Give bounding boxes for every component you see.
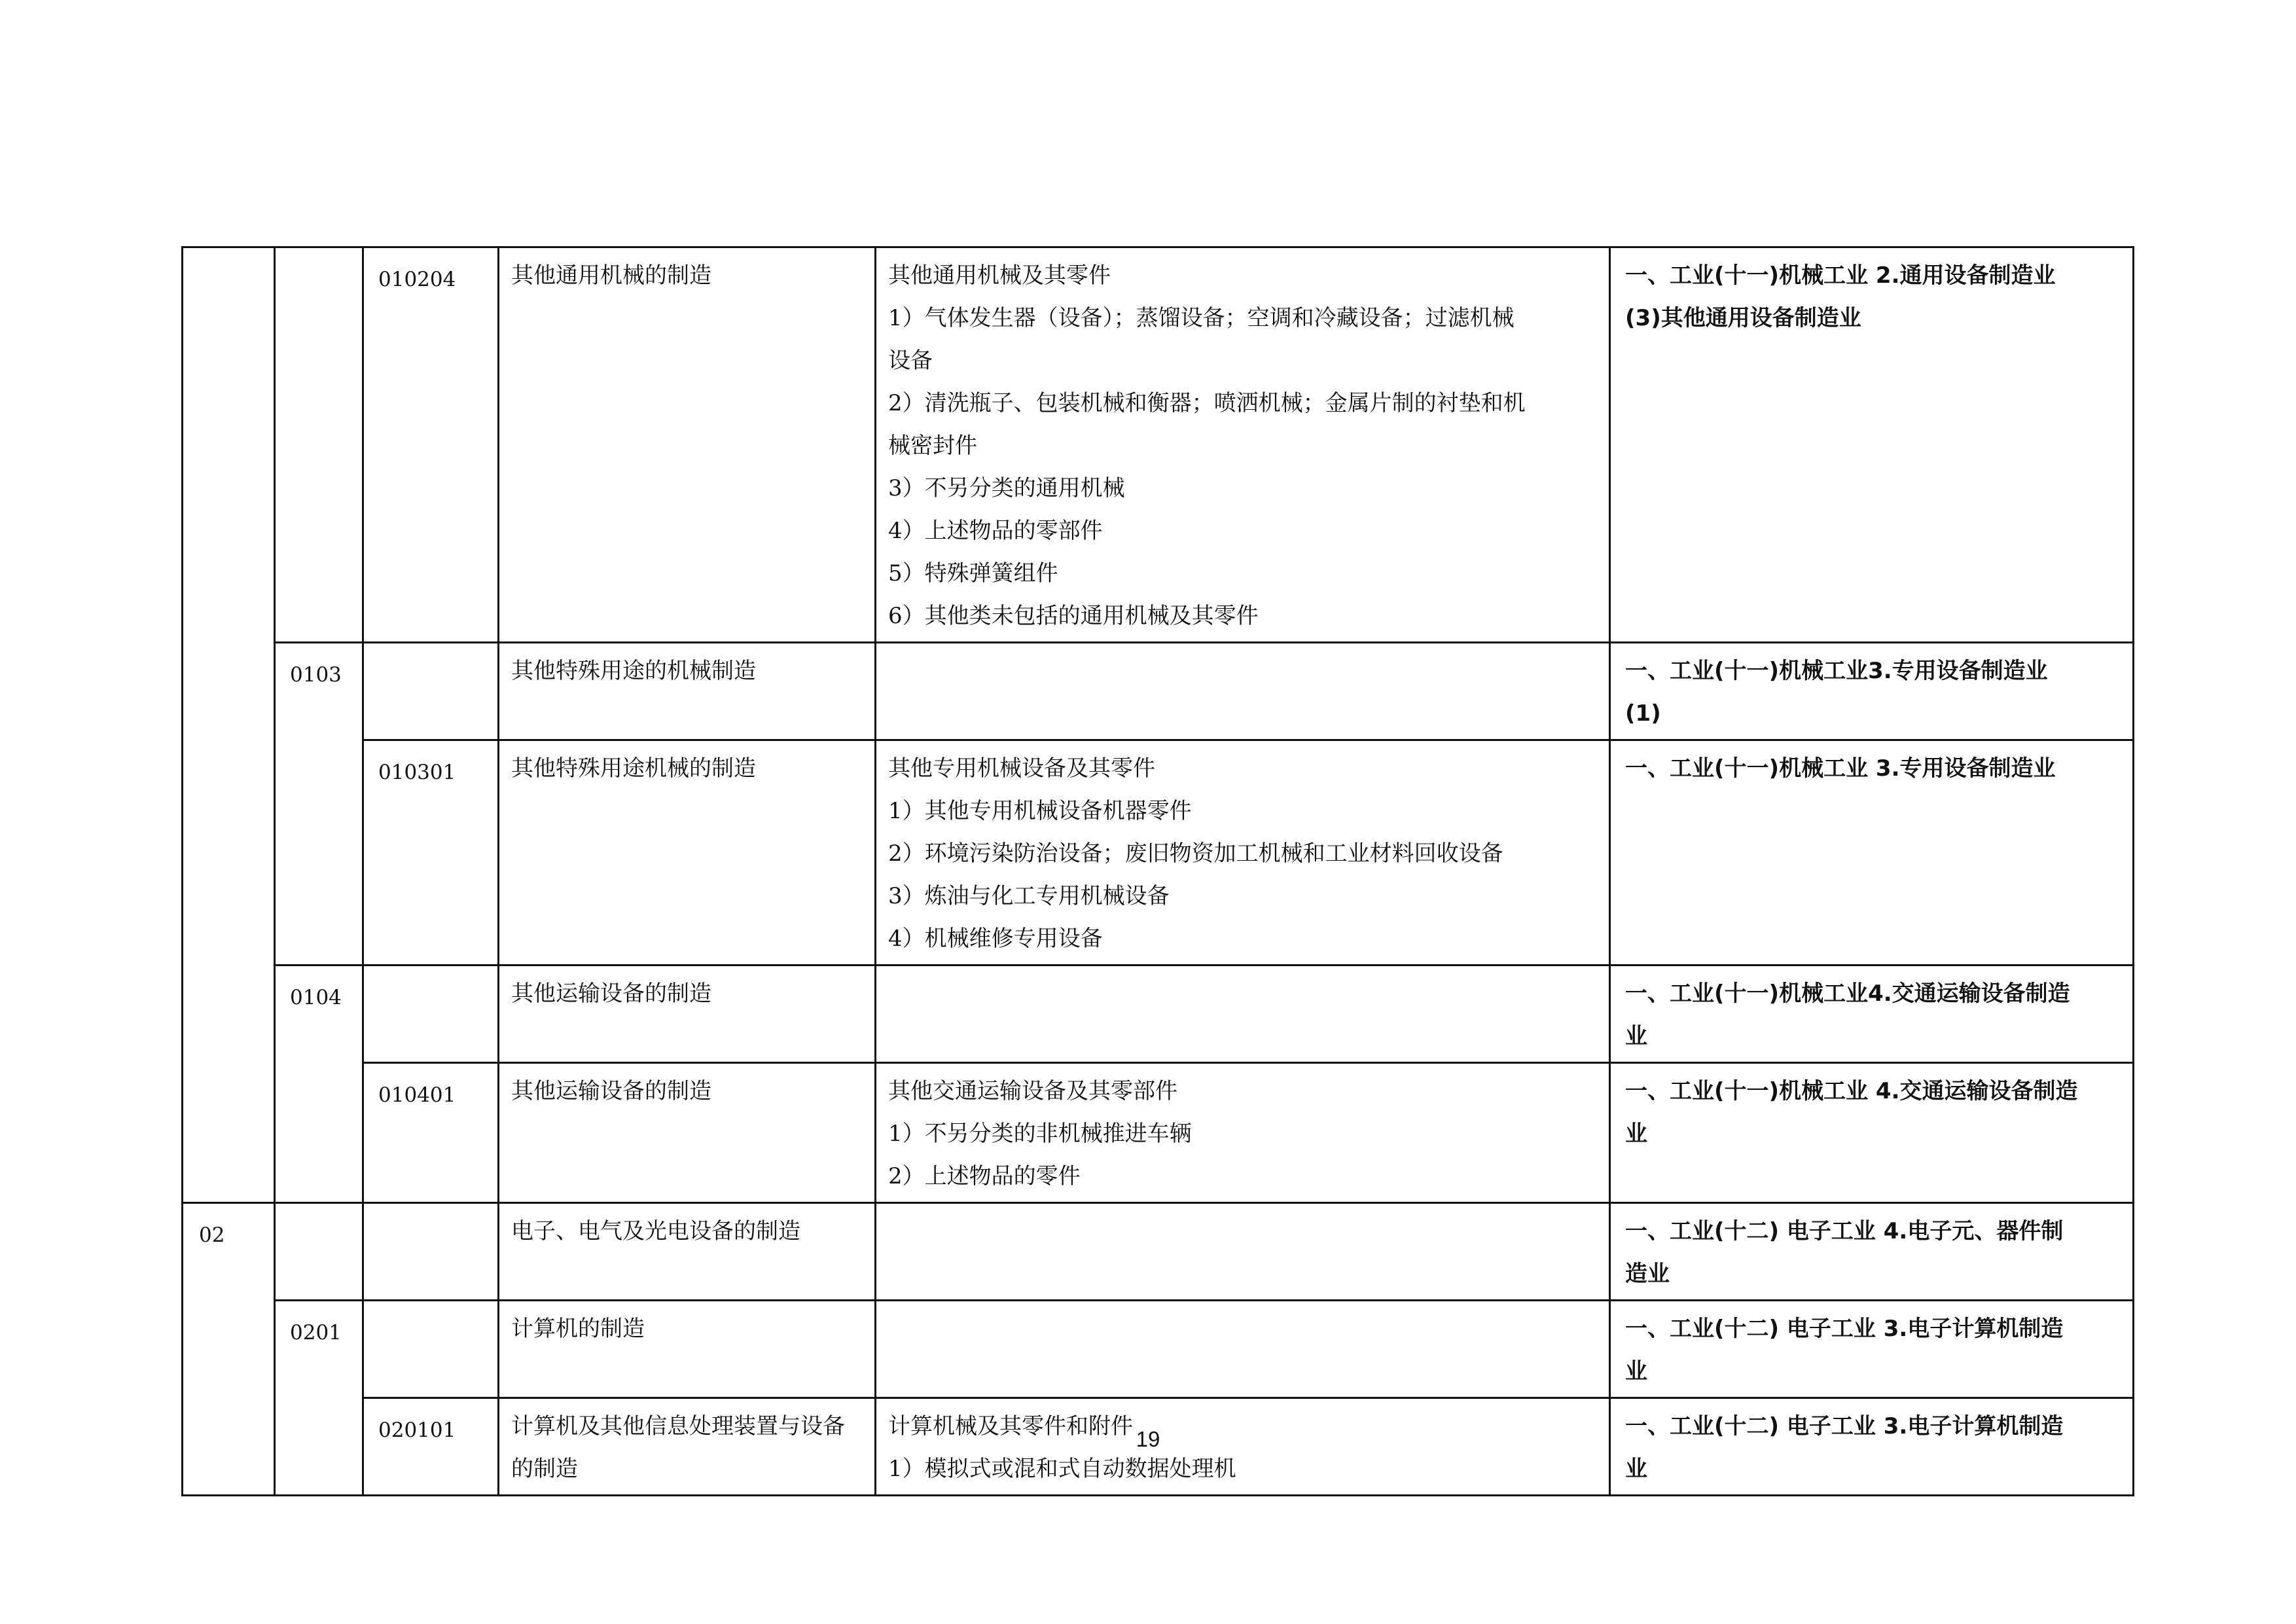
products-cell <box>876 643 1610 740</box>
product-line: 其他通用机械及其零件 <box>888 262 1111 289</box>
level1-code-cell <box>183 247 275 1203</box>
products-cell <box>876 247 1610 643</box>
products-cell <box>876 1301 1610 1398</box>
product-line: 1）气体发生器（设备）；蒸馏设备；空调和冷藏设备；过滤机械 <box>888 305 1515 331</box>
category-name-cell: 电子、电气及光电设备的制造 <box>499 1203 876 1301</box>
mapping-line: 业 <box>1625 1358 1647 1384</box>
level1-code-cell: 02 <box>183 1203 275 1496</box>
product-line: 4）上述物品的零部件 <box>888 518 1103 544</box>
product-line: 3）不另分类的通用机械 <box>888 475 1125 501</box>
products-cell <box>876 1063 1610 1203</box>
mapping-line: 造业 <box>1625 1261 1670 1287</box>
mapping-line: (3)其他通用设备制造业 <box>1625 305 1861 331</box>
mapping-line: 业 <box>1625 1456 1647 1482</box>
mapping-line: 一、工业(十二) 电子工业 3.电子计算机制造 <box>1625 1413 2064 1439</box>
classification-table <box>181 246 2134 1496</box>
product-line: 其他专用机械设备及其零件 <box>888 755 1155 782</box>
product-line: 计算机械及其零件和附件 <box>888 1413 1133 1439</box>
mapping-cell <box>1610 740 2134 965</box>
mapping-cell <box>1610 1203 2134 1301</box>
category-name-cell: 计算机及其他信息处理装置与设备的制造 <box>499 1398 876 1496</box>
table-row <box>183 247 2134 643</box>
category-name-cell: 其他特殊用途机械的制造 <box>499 740 876 965</box>
mapping-line: 一、工业(十一)机械工业 3.专用设备制造业 <box>1625 755 2056 782</box>
table-row <box>183 965 2134 1063</box>
table-row <box>183 643 2134 740</box>
mapping-line: 一、工业(十一)机械工业3.专用设备制造业 <box>1625 658 2048 684</box>
level3-code-cell <box>363 1301 499 1398</box>
mapping-cell <box>1610 1301 2134 1398</box>
product-line: 1）模拟式或混和式自动数据处理机 <box>888 1456 1236 1482</box>
table-row <box>183 1063 2134 1203</box>
mapping-line: 业 <box>1625 1121 1647 1147</box>
product-line: 2）上述物品的零件 <box>888 1163 1081 1189</box>
page-number: 19 <box>1136 1427 1160 1451</box>
mapping-line: 一、工业(十二) 电子工业 3.电子计算机制造 <box>1625 1316 2064 1342</box>
mapping-line: (1) <box>1625 700 1661 727</box>
category-name-cell: 其他通用机械的制造 <box>499 247 876 643</box>
mapping-cell <box>1610 643 2134 740</box>
mapping-line: 业 <box>1625 1023 1647 1049</box>
mapping-cell <box>1610 247 2134 643</box>
product-line: 2）清洗瓶子、包装机械和衡器；喷洒机械；金属片制的衬垫和机 <box>888 390 1526 416</box>
product-line: 5）特殊弹簧组件 <box>888 560 1058 586</box>
level3-code-cell <box>363 965 499 1063</box>
products-cell <box>876 1203 1610 1301</box>
table-row <box>183 1203 2134 1301</box>
product-line: 1）其他专用机械设备机器零件 <box>888 798 1192 824</box>
level2-code-cell: 0201 <box>275 1301 363 1496</box>
mapping-line: 一、工业(十一)机械工业 2.通用设备制造业 <box>1625 262 2056 289</box>
category-name-cell: 其他运输设备的制造 <box>499 965 876 1063</box>
level3-code-cell: 010301 <box>363 740 499 965</box>
category-name-cell: 其他运输设备的制造 <box>499 1063 876 1203</box>
mapping-line: 一、工业(十一)机械工业 4.交通运输设备制造 <box>1625 1078 2078 1104</box>
table-row <box>183 740 2134 965</box>
level3-code-cell: 010204 <box>363 247 499 643</box>
level3-code-cell <box>363 643 499 740</box>
mapping-line: 一、工业(十一)机械工业4.交通运输设备制造 <box>1625 981 2070 1007</box>
level3-code-cell <box>363 1203 499 1301</box>
mapping-line: 一、工业(十二) 电子工业 4.电子元、器件制 <box>1625 1218 2064 1244</box>
product-line: 械密封件 <box>888 433 977 459</box>
product-line: 其他交通运输设备及其零部件 <box>888 1078 1177 1104</box>
mapping-cell <box>1610 965 2134 1063</box>
category-name-cell: 其他特殊用途的机械制造 <box>499 643 876 740</box>
products-cell <box>876 740 1610 965</box>
product-line: 6）其他类未包括的通用机械及其零件 <box>888 603 1259 629</box>
level3-code-cell: 020101 <box>363 1398 499 1496</box>
product-line: 3）炼油与化工专用机械设备 <box>888 883 1170 909</box>
level2-code-cell <box>275 247 363 643</box>
table-row <box>183 1301 2134 1398</box>
product-line: 4）机械维修专用设备 <box>888 926 1103 952</box>
product-line: 2）环境污染防治设备；废旧物资加工机械和工业材料回收设备 <box>888 840 1503 867</box>
level2-code-cell <box>275 1203 363 1301</box>
level2-code-cell: 0104 <box>275 965 363 1203</box>
mapping-cell <box>1610 1063 2134 1203</box>
products-cell <box>876 965 1610 1063</box>
level3-code-cell: 010401 <box>363 1063 499 1203</box>
product-line: 设备 <box>888 348 933 374</box>
level2-code-cell: 0103 <box>275 643 363 965</box>
category-name-cell: 计算机的制造 <box>499 1301 876 1398</box>
product-line: 1）不另分类的非机械推进车辆 <box>888 1121 1192 1147</box>
